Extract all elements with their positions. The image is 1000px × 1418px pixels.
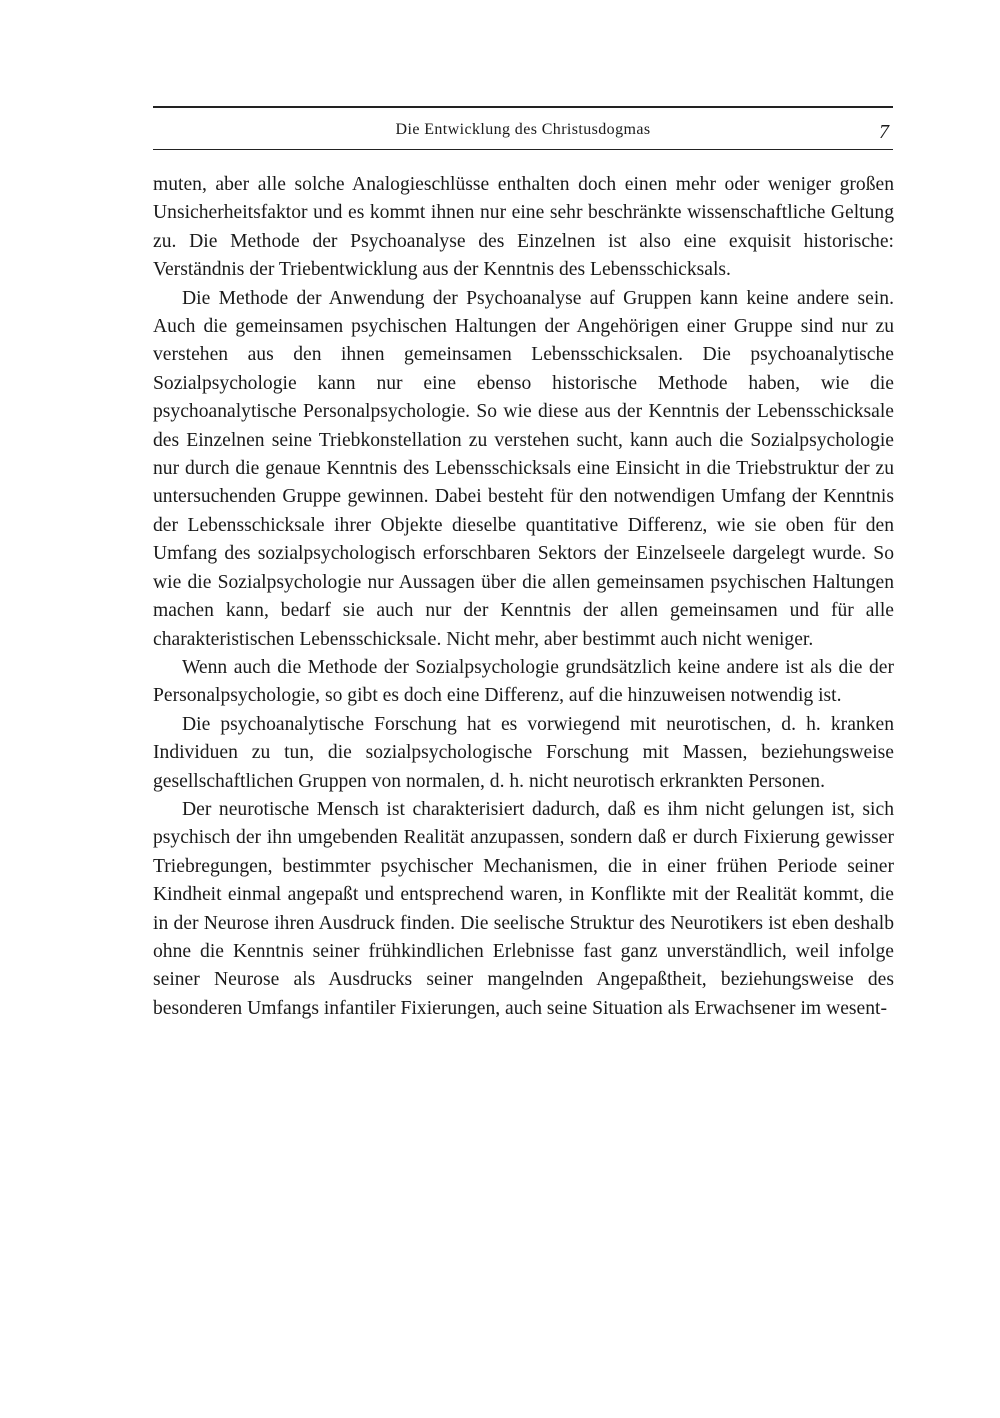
body-text	[153, 171, 894, 1023]
page-header	[153, 106, 893, 150]
paragraph-1: muten, aber alle solche Analogieschlüsse enthalten doch einen mehr oder weniger großen Unsicherheitsfaktor und es kommt ihnen nur eine sehr beschränkte wissenschaftliche Geltung zu. Die Methode der Psychoanalyse des Einzelnen ist also eine exquisit historische: Verständnis der Triebentwicklung aus der Kenntnis des Lebensschicksals.	[153, 174, 894, 281]
paragraph-3: Wenn auch die Methode der Sozialpsychologie grundsätzlich keine andere ist als die der Personalpsychologie, so gibt es doch eine Differenz, auf die hinzuweisen notwendig ist.	[153, 656, 894, 707]
running-title: Die Entwicklung des Christusdogmas	[395, 121, 651, 138]
paragraph-4: Die psychoanalytische Forschung hat es vorwiegend mit neurotischen, d. h. kranken Individuen zu tun, die sozialpsychologische Forschung mit Massen, beziehungsweise gesellschaftlichen Gruppen von normalen, d. h. nicht neurotisch erkrankten Personen.	[153, 713, 894, 792]
paragraph-2: Die Methode der Anwendung der Psychoanalyse auf Gruppen kann keine andere sein. Auch die gemeinsamen psychischen Haltungen der Angehörigen einer Gruppe sind nur zu verstehen aus den ihnen gemeinsamen Lebensschicksalen. Die psychoanalytische Sozialpsychologie kann nur eine ebenso historische Methode haben, wie die psychoanalytische Personalpsychologie. So wie diese aus der Kenntnis der Lebensschicksale des Einzelnen seine Triebkonstellation zu verstehen sucht, kann auch die Sozialpsychologie nur durch die genaue Kenntnis des Lebensschicksals eine Einsicht in die Triebstruktur der zu untersuchenden Gruppe gewinnen. Dabei besteht für den notwendigen Umfang der Kenntnis der Lebensschicksale ihrer Objekte dieselbe quantitative Differenz, wie sie oben für den Umfang des sozialpsychologisch erforschbaren Sektors der Einzelseele dargelegt wurde. So wie die Sozialpsychologie nur Aussagen über die allen gemeinsamen psychischen Haltungen machen kann, bedarf sie auch nur der Kenntnis der allen gemeinsamen und für alle charakteristischen Lebensschicksale. Nicht mehr, aber bestimmt auch nicht weniger.	[153, 287, 894, 650]
paragraph-5: Der neurotische Mensch ist charakterisiert dadurch, daß es ihm nicht gelungen ist, sich psychisch der ihn umgebenden Realität anzupassen, sondern daß er durch Fixierung gewisser Triebregungen, bestimmter psychischer Mechanismen, die in einer frühen Periode seiner Kindheit einmal angepaßt und entsprechend waren, in Konflikte mit der Realität kommt, die in der Neurose ihren Ausdruck finden. Die seelische Struktur des Neurotikers ist eben deshalb ohne die Kenntnis seiner frühkindlichen Erlebnisse fast ganz unverständlich, weil infolge seiner Neurose als Ausdrucks seiner mangelnden Angepaßtheit, beziehungsweise des besonderen Umfangs infantiler Fixierungen, auch seine Situation als Erwachsener im wesent-	[153, 798, 894, 1019]
page-number: 7	[879, 121, 889, 143]
